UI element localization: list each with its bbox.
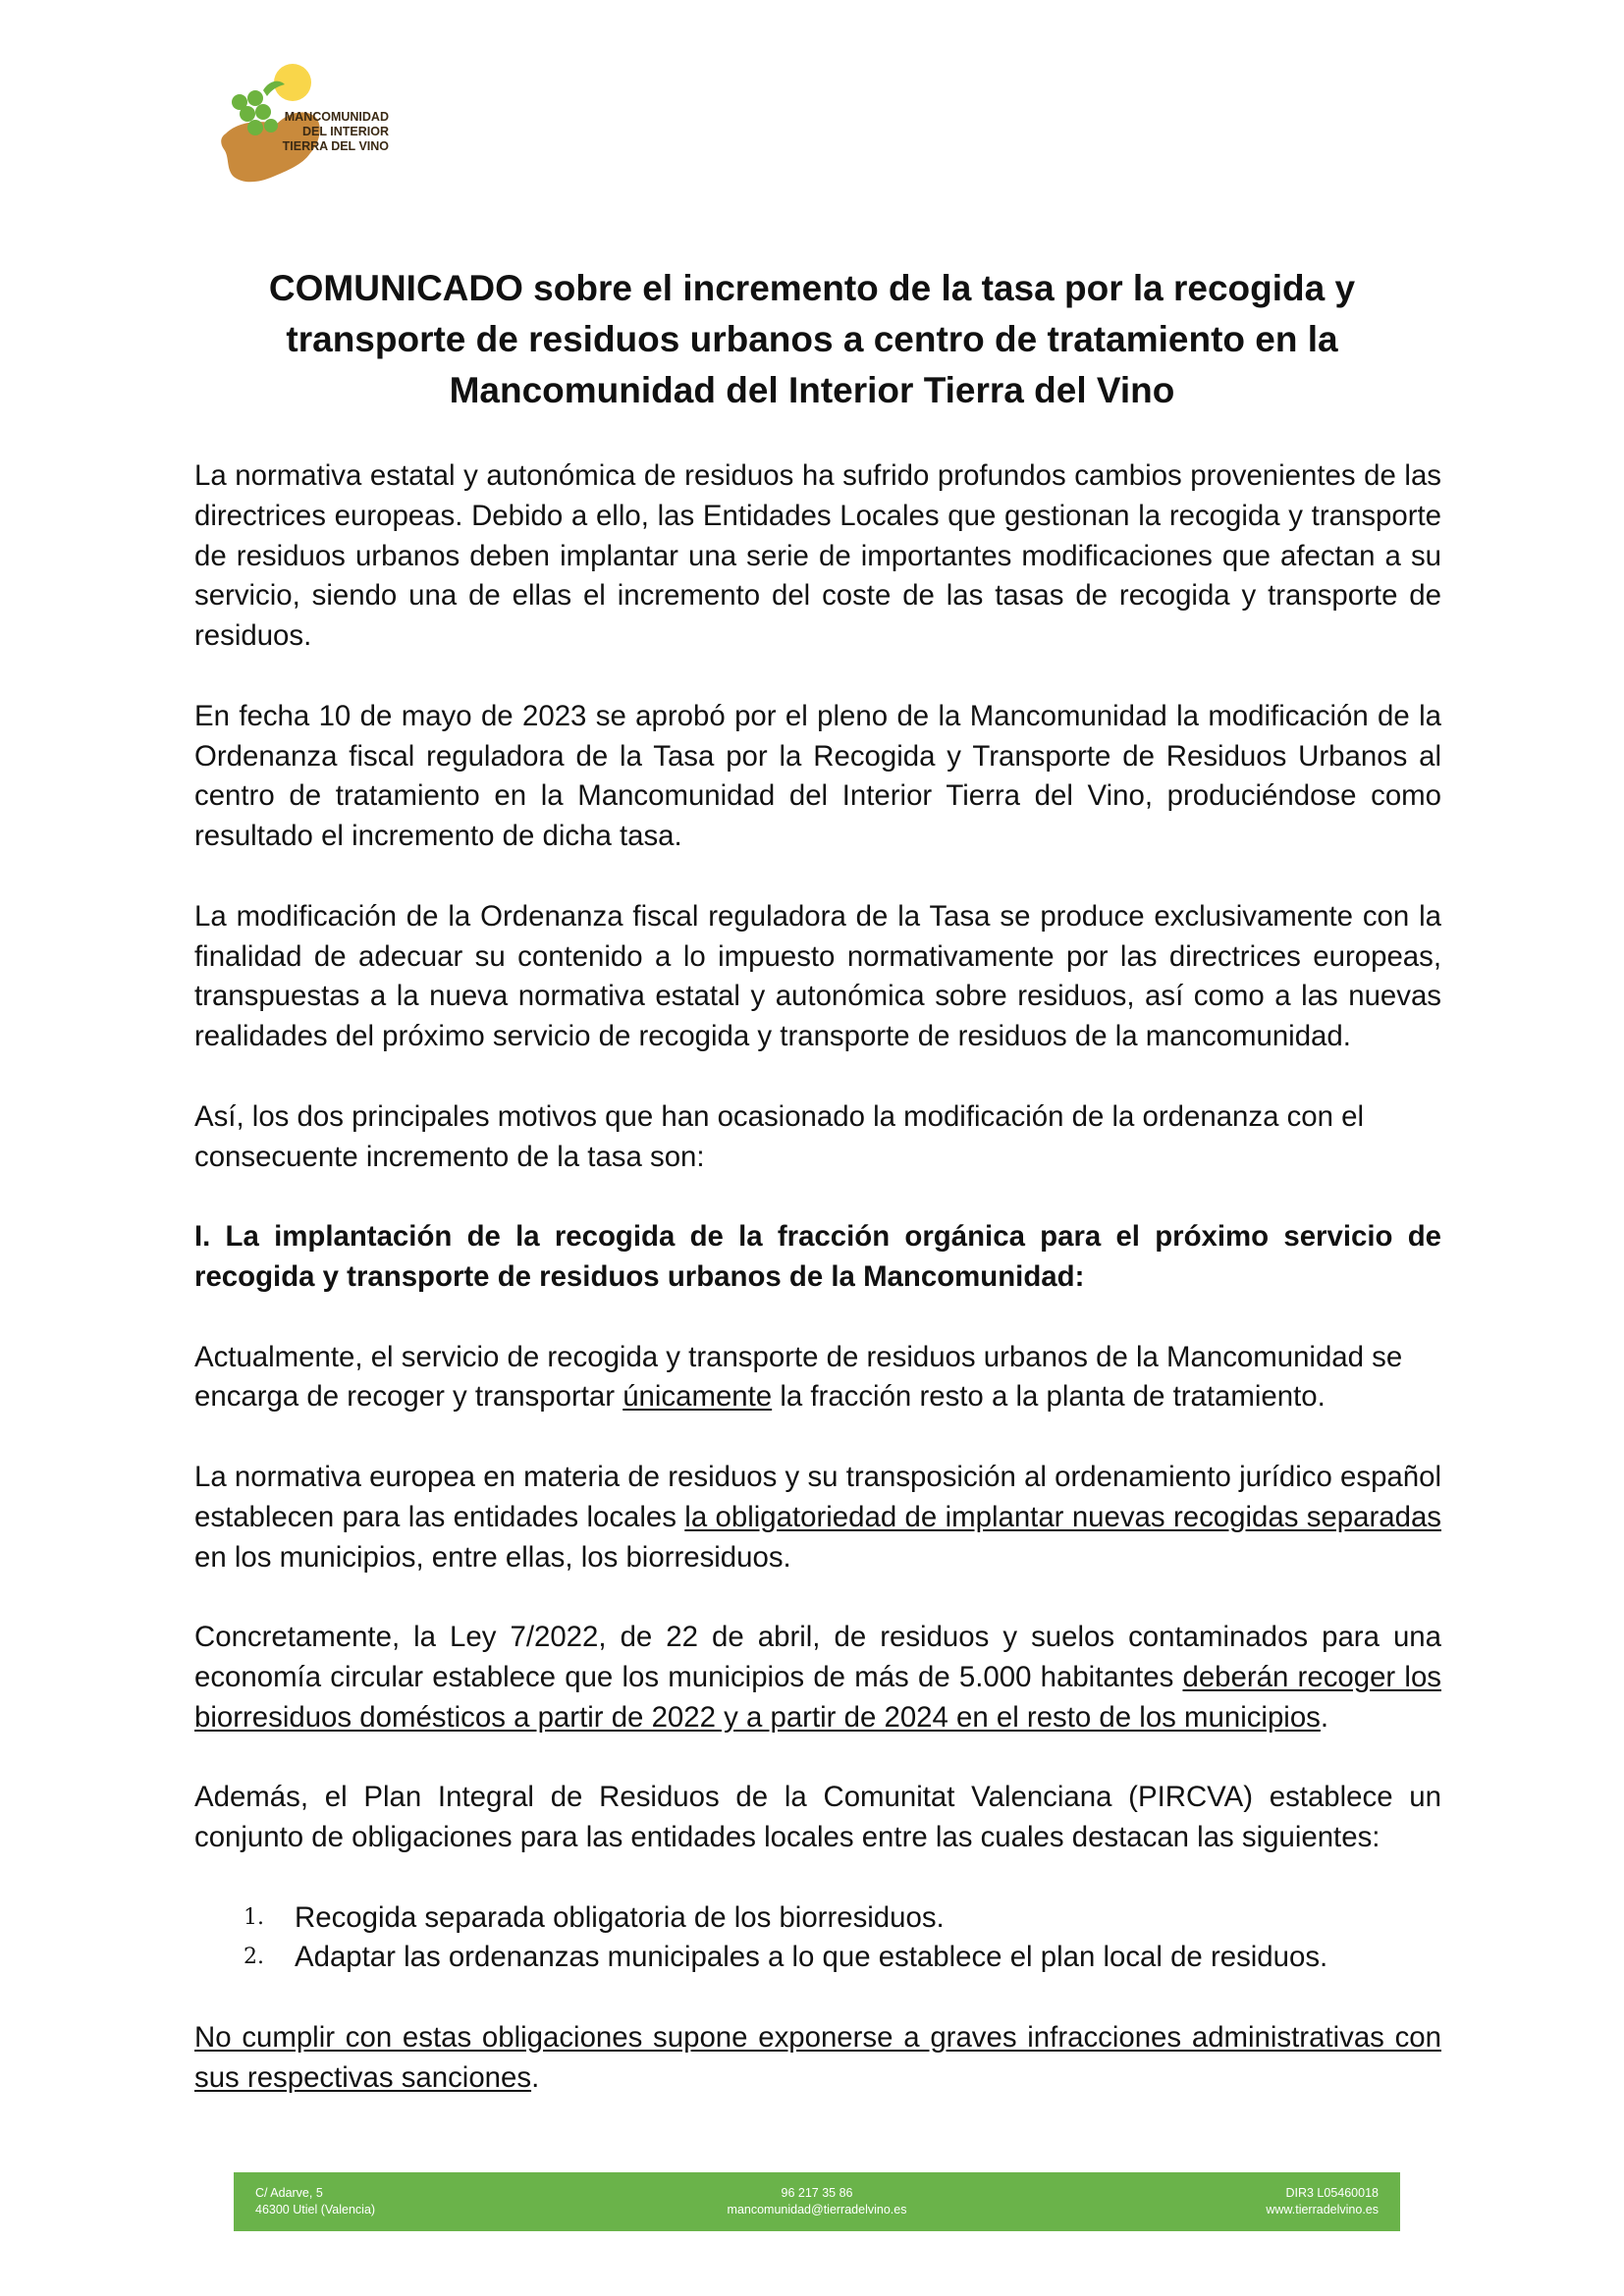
text-span: en los municipios, entre ellas, los biorresiduos.: [194, 1540, 791, 1574]
obligations-list: [194, 1898, 1441, 1979]
underlined-text: deberán recoger los biorresiduos domésticos a partir de 2022 y a partir de 2024 en el resto de los municipios: [194, 1660, 1441, 1734]
logo-line-1: MANCOMUNIDAD: [284, 110, 389, 124]
footer-contact: [234, 2185, 1400, 2218]
title-line-1: COMUNICADO sobre el incremento de la tasa por la recogida y: [268, 268, 1356, 308]
paragraph-law: [194, 1618, 1441, 1737]
list-item-text: Adaptar las ordenanzas municipales a lo que establece el plan local de residuos.: [295, 1941, 1328, 1974]
paragraph-intro: La normativa estatal y autonómica de residuos ha sufrido profundos cambios provenientes de las directrices europeas. Debido a ello, las Entidades Locales que gestionan la recogida y transporte de residuos urbanos deben implantar una serie de importantes modificaciones que afectan a su servicio, siendo una de ellas el incremento del coste de las tasas de recogida y transporte de residuos.: [194, 459, 1441, 653]
paragraph-pircva: Además, el Plan Integral de Residuos de la Comunitat Valenciana (PIRCVA) establece un conjunto de obligaciones para las entidades locales entre las cuales destacan las siguientes:: [194, 1781, 1441, 1854]
list-item-text: Recogida separada obligatoria de los biorresiduos.: [295, 1900, 945, 1934]
paragraph-reasons: Así, los dos principales motivos que han ocasionado la modificación de la ordenanza con el consecuente incremento de la tasa son:: [194, 1099, 1365, 1173]
text-span: .: [531, 2060, 540, 2094]
logo-text: [196, 110, 389, 154]
paragraph-purpose: La modificación de la Ordenanza fiscal reguladora de la Tasa se produce exclusivamente con la finalidad de adecuar su contenido a lo impuesto normativamente por las directrices europeas, transpuestas a la nueva normativa estatal y autonómica sobre residuos, así como a las nuevas realidades del próximo servicio de recogida y transporte de residuos de la mancomunidad.: [194, 899, 1441, 1053]
paragraph-approval: En fecha 10 de mayo de 2023 se aprobó por el pleno de la Mancomunidad la modificación de la Ordenanza fiscal reguladora de la Tasa por la Recogida y Transporte de Residuos Urbanos al centro de tratamiento en la Mancomunidad del Interior Tierra del Vino, produciéndose como resultado el incremento de dicha tasa.: [194, 699, 1441, 853]
address-line-2: 46300 Utiel (Valencia): [255, 2203, 376, 2216]
underlined-text: únicamente: [623, 1380, 773, 1414]
logo-line-3: TIERRA DEL VINO: [282, 139, 389, 153]
paragraph-european-norms: [194, 1458, 1441, 1577]
underlined-text: la obligatoriedad de implantar nuevas recogidas separadas: [684, 1500, 1441, 1533]
footer-email[interactable]: mancomunidad@tierradelvino.es: [727, 2203, 907, 2216]
footer-bar: [234, 2172, 1400, 2231]
document-title: [177, 263, 1447, 416]
list-item: [194, 1938, 1441, 1978]
text-span: .: [1320, 1700, 1329, 1734]
footer-web[interactable]: www.tierradelvino.es: [1266, 2203, 1379, 2216]
section-heading-organic: I. La implantación de la recogida de la fracción orgánica para el próximo servicio de recogida y transporte de residuos urbanos de la Mancomunidad:: [194, 1220, 1441, 1293]
text-span: Concretamente, la Ley 7/2022, de 22 de abril, de residuos y suelos contaminados para una economía circular establece que los municipios de más de 5.000 habitantes: [194, 1621, 1441, 1693]
footer-dir3: DIR3 L05460018: [1285, 2186, 1379, 2200]
list-item: [194, 1898, 1441, 1939]
text-span: La normativa europea en materia de residuos y su transposición al ordenamiento jurídico español establecen para las entidades locales: [194, 1460, 1441, 1533]
document-body: [194, 456, 1441, 2138]
paragraph-sanctions: [194, 2018, 1441, 2099]
footer-registry: [1266, 2185, 1379, 2218]
text-span: la fracción resto a la planta de tratamiento.: [772, 1380, 1326, 1414]
title-line-3: Mancomunidad del Interior Tierra del Vino: [449, 370, 1175, 410]
title-line-2: transporte de residuos urbanos a centro de tratamiento en la: [286, 319, 1338, 359]
paragraph-current-service: [194, 1338, 1441, 1418]
footer-phone: 96 217 35 86: [781, 2186, 853, 2200]
list-number: 1.: [244, 1904, 264, 1930]
underlined-text: No cumplir con estas obligaciones supone exponerse a graves infracciones administrativas con sus respectivas sanciones: [194, 2021, 1441, 2094]
address-line-1: C/ Adarve, 5: [255, 2186, 323, 2200]
logo-line-2: DEL INTERIOR: [302, 125, 389, 138]
text-span: Actualmente, el servicio de recogida y transporte de residuos urbanos de la Mancomunidad se encarga de recoger y transportar: [194, 1340, 1403, 1414]
list-number: 2.: [244, 1945, 264, 1970]
